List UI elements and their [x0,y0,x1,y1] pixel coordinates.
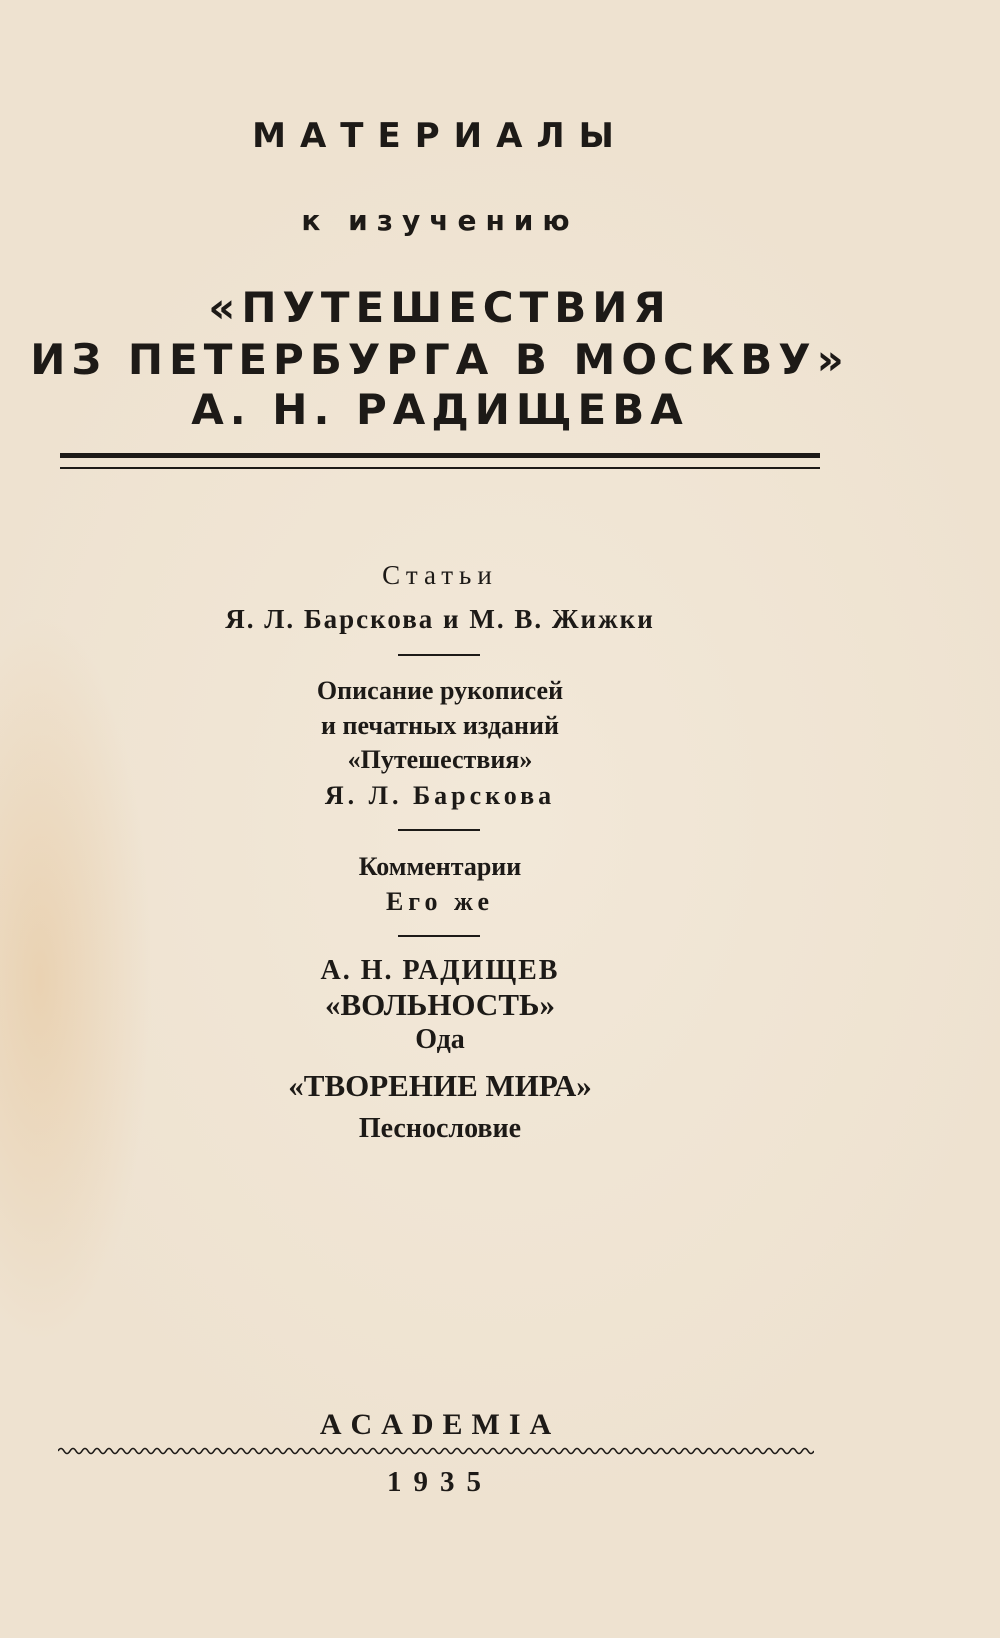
header-materials: МАТЕРИАЛЫ [252,116,628,156]
description-line-1: Описание рукописей [316,676,564,705]
publisher-name: ACADEMIA [319,1408,561,1441]
description-line-3: «Путешествия» [347,745,533,774]
author-name: А. Н. РАДИЩЕВ [320,955,560,986]
title-line-3: А. Н. РАДИЩЕВА [191,385,689,434]
title-line-2: ИЗ ПЕТЕРБУРГА В МОСКВУ» [30,335,850,384]
work2-genre: Песнословие [358,1113,522,1144]
title-divider-thick [60,453,820,458]
description-line-2: и печатных изданий [321,711,559,740]
commentary-author: Его же [385,887,495,916]
section-divider-3 [398,935,480,937]
publication-year: 1935 [387,1466,493,1498]
work1-genre: Ода [415,1024,465,1055]
title-divider-thin [60,467,820,469]
work1-title: «ВОЛЬНОСТЬ» [324,987,555,1022]
title-line-1: «ПУТЕШЕСТВИЯ [208,283,672,332]
description-author: Я. Л. Барскова [324,781,556,810]
section-divider-2 [398,829,480,831]
commentary-label: Комментарии [358,852,522,881]
work2-title: «ТВОРЕНИЕ МИРА» [288,1068,592,1103]
articles-authors: Я. Л. Барскова и М. В. Жижки [225,604,655,634]
articles-label: Статьи [382,560,498,590]
wavy-divider [58,1444,814,1458]
section-divider-1 [398,654,480,656]
header-k-izucheniyu: к изучению [301,204,579,237]
